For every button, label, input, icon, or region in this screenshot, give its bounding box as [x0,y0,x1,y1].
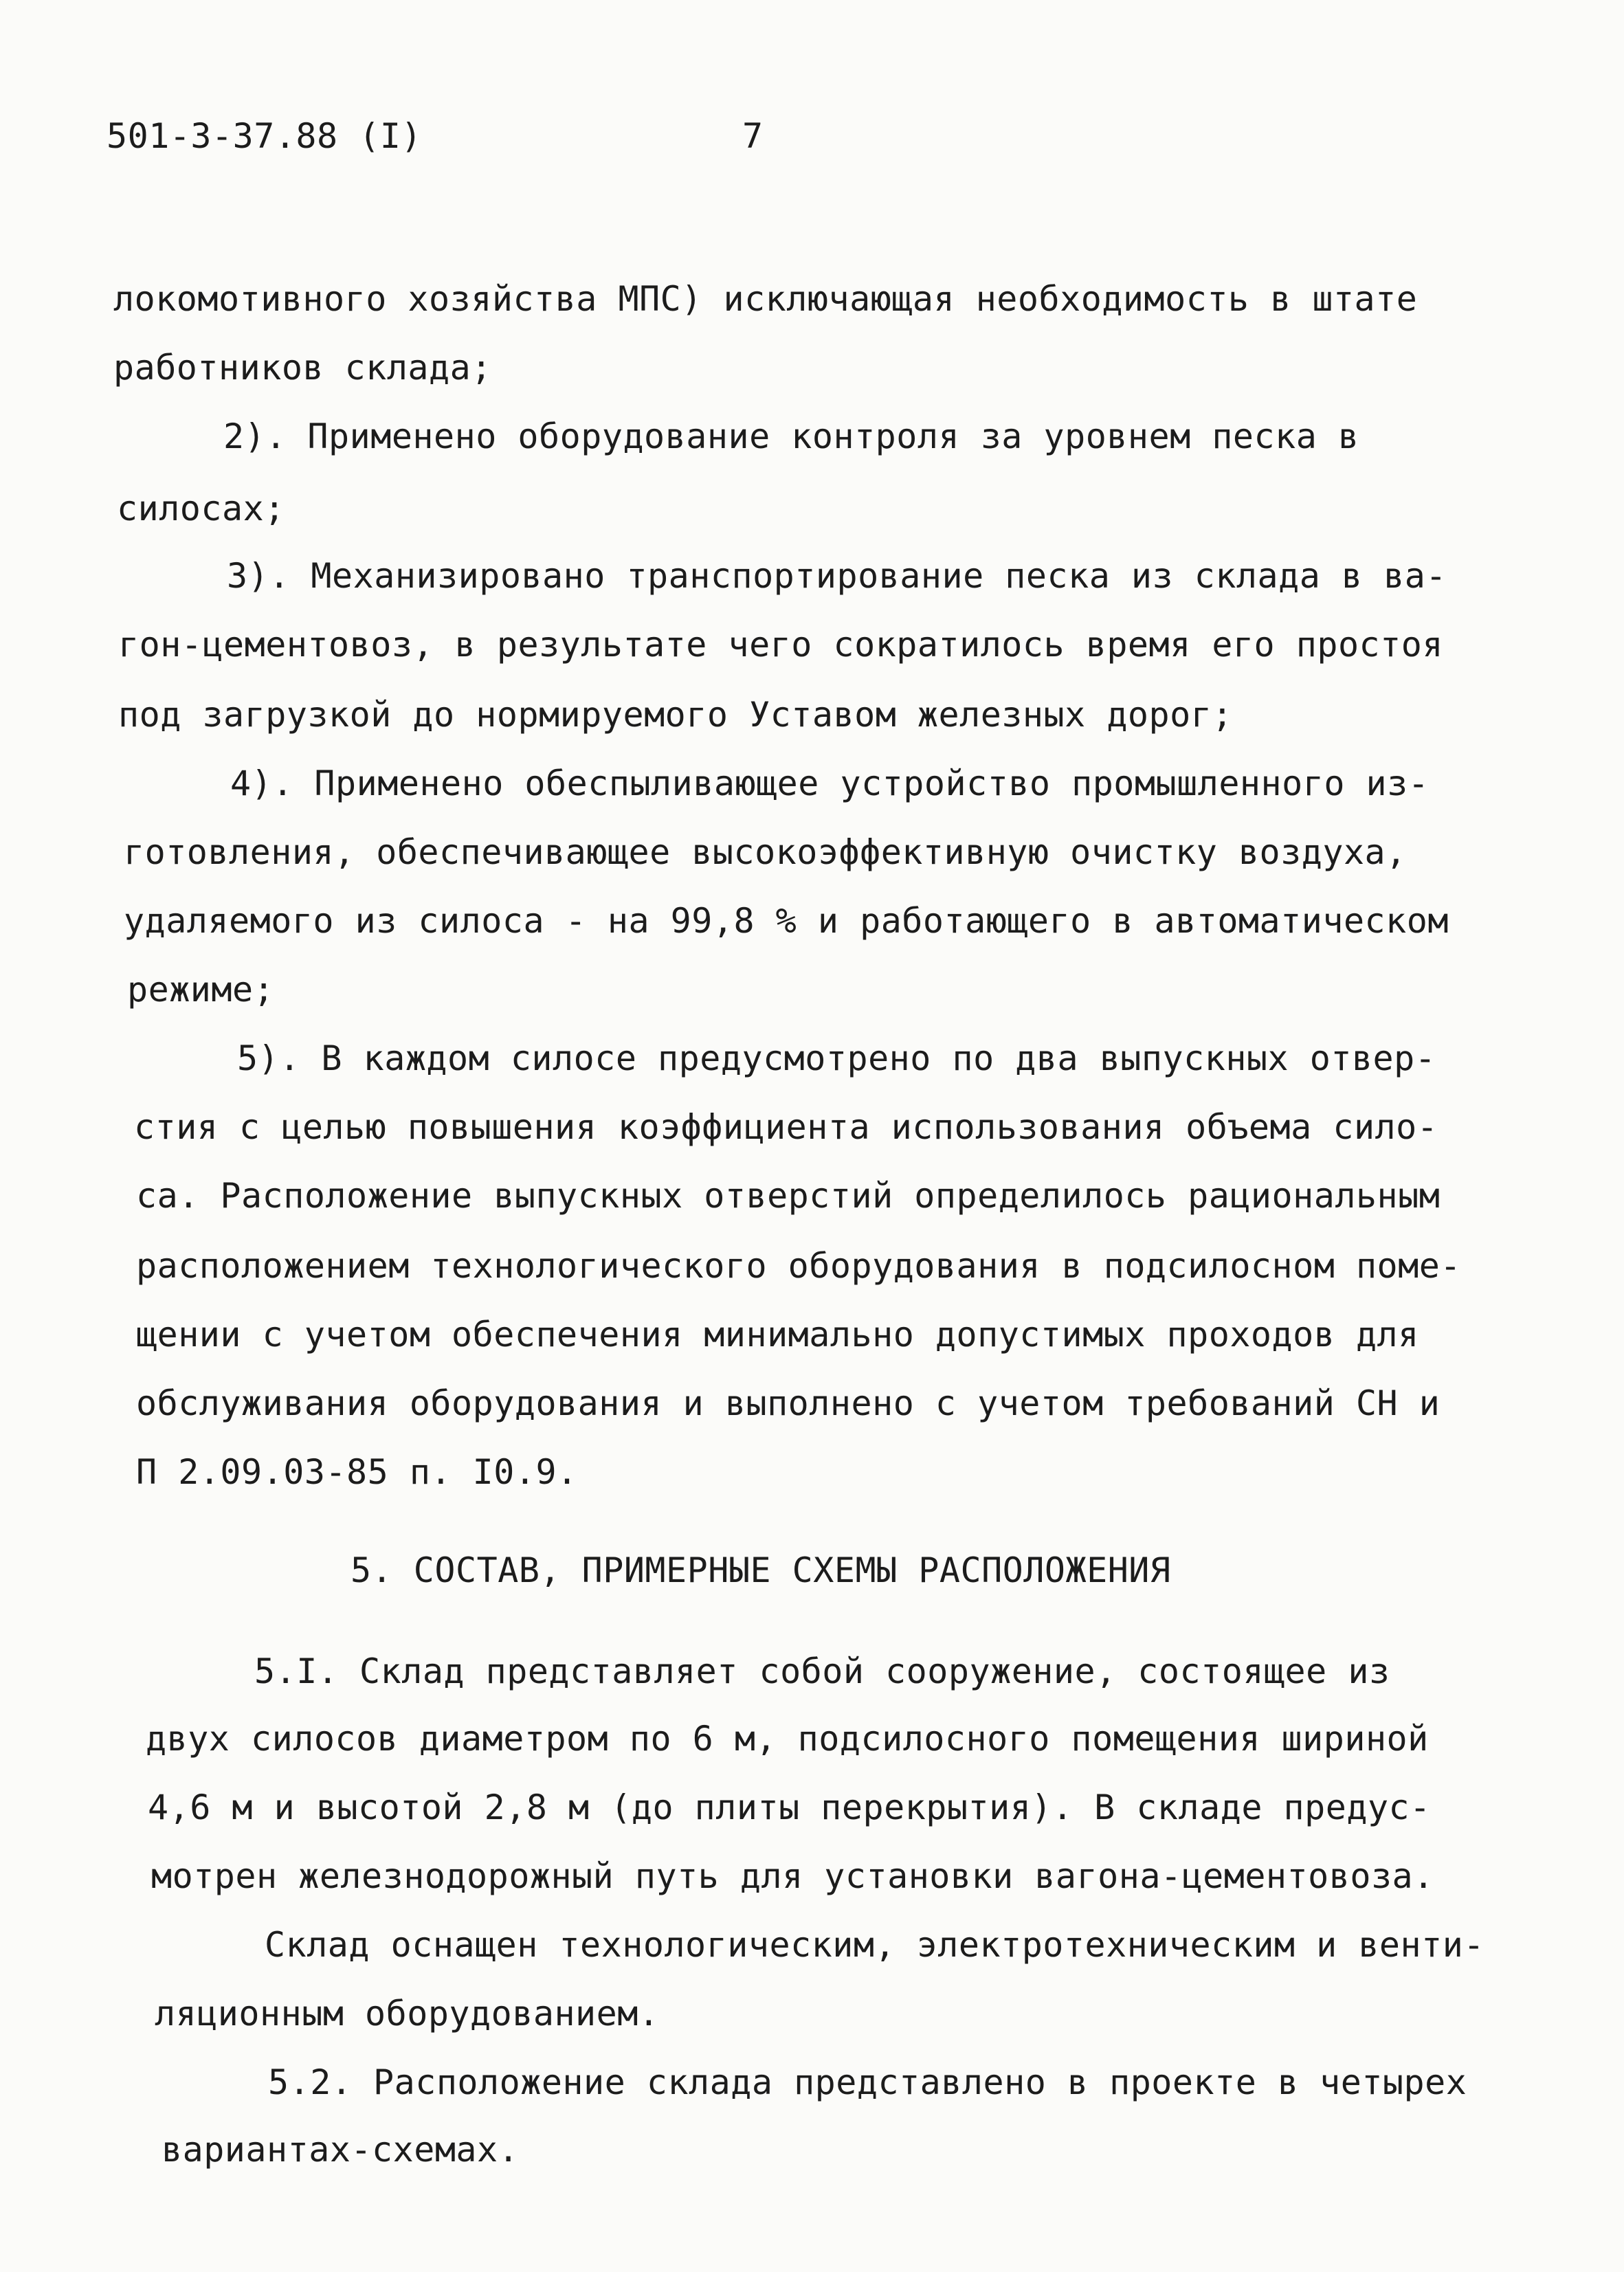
section-line: мотрен железнодорожный путь для установки вагона-цементовоза. [151,1856,1434,1896]
section-line: Склад оснащен технологическим, электротехническим и венти- [265,1925,1484,1965]
body-line: локомотивного хозяйства МПС) исключающая необходимость в штате [113,279,1418,319]
section-line: 4,6 м и высотой 2,8 м (до плиты перекрытия). В складе предус- [148,1787,1431,1827]
section-line: ляционным оборудованием. [155,1994,660,2034]
body-line: 5). В каждом силосе предусмотрено по два выпускных отвер- [237,1038,1436,1078]
section-line: 5.2. Расположение склада представлено в проекте в четырех [268,2062,1467,2102]
body-line: 3). Механизировано транспортирование песка из склада в ва- [227,556,1447,596]
page-number: 7 [742,116,764,156]
body-line: режиме; [127,970,275,1010]
body-line: стия с целью повышения коэффициента использования объема сило- [134,1107,1438,1147]
body-line: П 2.09.03-85 п. I0.9. [136,1452,578,1492]
section-line: двух силосов диаметром по 6 м, подсилосного помещения шириной [146,1719,1429,1759]
body-line: обслуживания оборудования и выполнено с учетом требований СН и [136,1383,1441,1423]
body-line: силосах; [117,489,285,528]
body-line: са. Расположение выпускных отверстий определилось рациональным [136,1176,1441,1216]
body-line: расположением технологического оборудования в подсилосном поме- [136,1246,1461,1286]
section-line: 5.I. Склад представляет собой сооружение, состоящее из [254,1651,1390,1691]
body-line: работников склада; [113,348,492,388]
document-code: 501-3-37.88 (I) [107,116,423,156]
body-line: гон-цементовоз, в результате чего сократилось время его простоя [118,625,1443,665]
body-line: щении с учетом обеспечения минимально допустимых проходов для [136,1315,1419,1355]
body-line: готовления, обеспечивающее высокоэффективную очистку воздуха, [124,832,1407,872]
body-line: 2). Применено оборудование контроля за уровнем песка в [223,416,1359,456]
section-heading: 5. СОСТАВ, ПРИМЕРНЫЕ СХЕМЫ РАСПОЛОЖЕНИЯ [351,1550,1171,1590]
body-line: 4). Применено обеспыливающее устройство промышленного из- [230,764,1430,803]
body-line: под загрузкой до нормируемого Уставом железных дорог; [118,695,1233,735]
body-line: удаляемого из силоса - на 99,8 % и работающего в автоматическом [124,901,1449,941]
section-line: вариантах-схемах. [162,2130,520,2170]
